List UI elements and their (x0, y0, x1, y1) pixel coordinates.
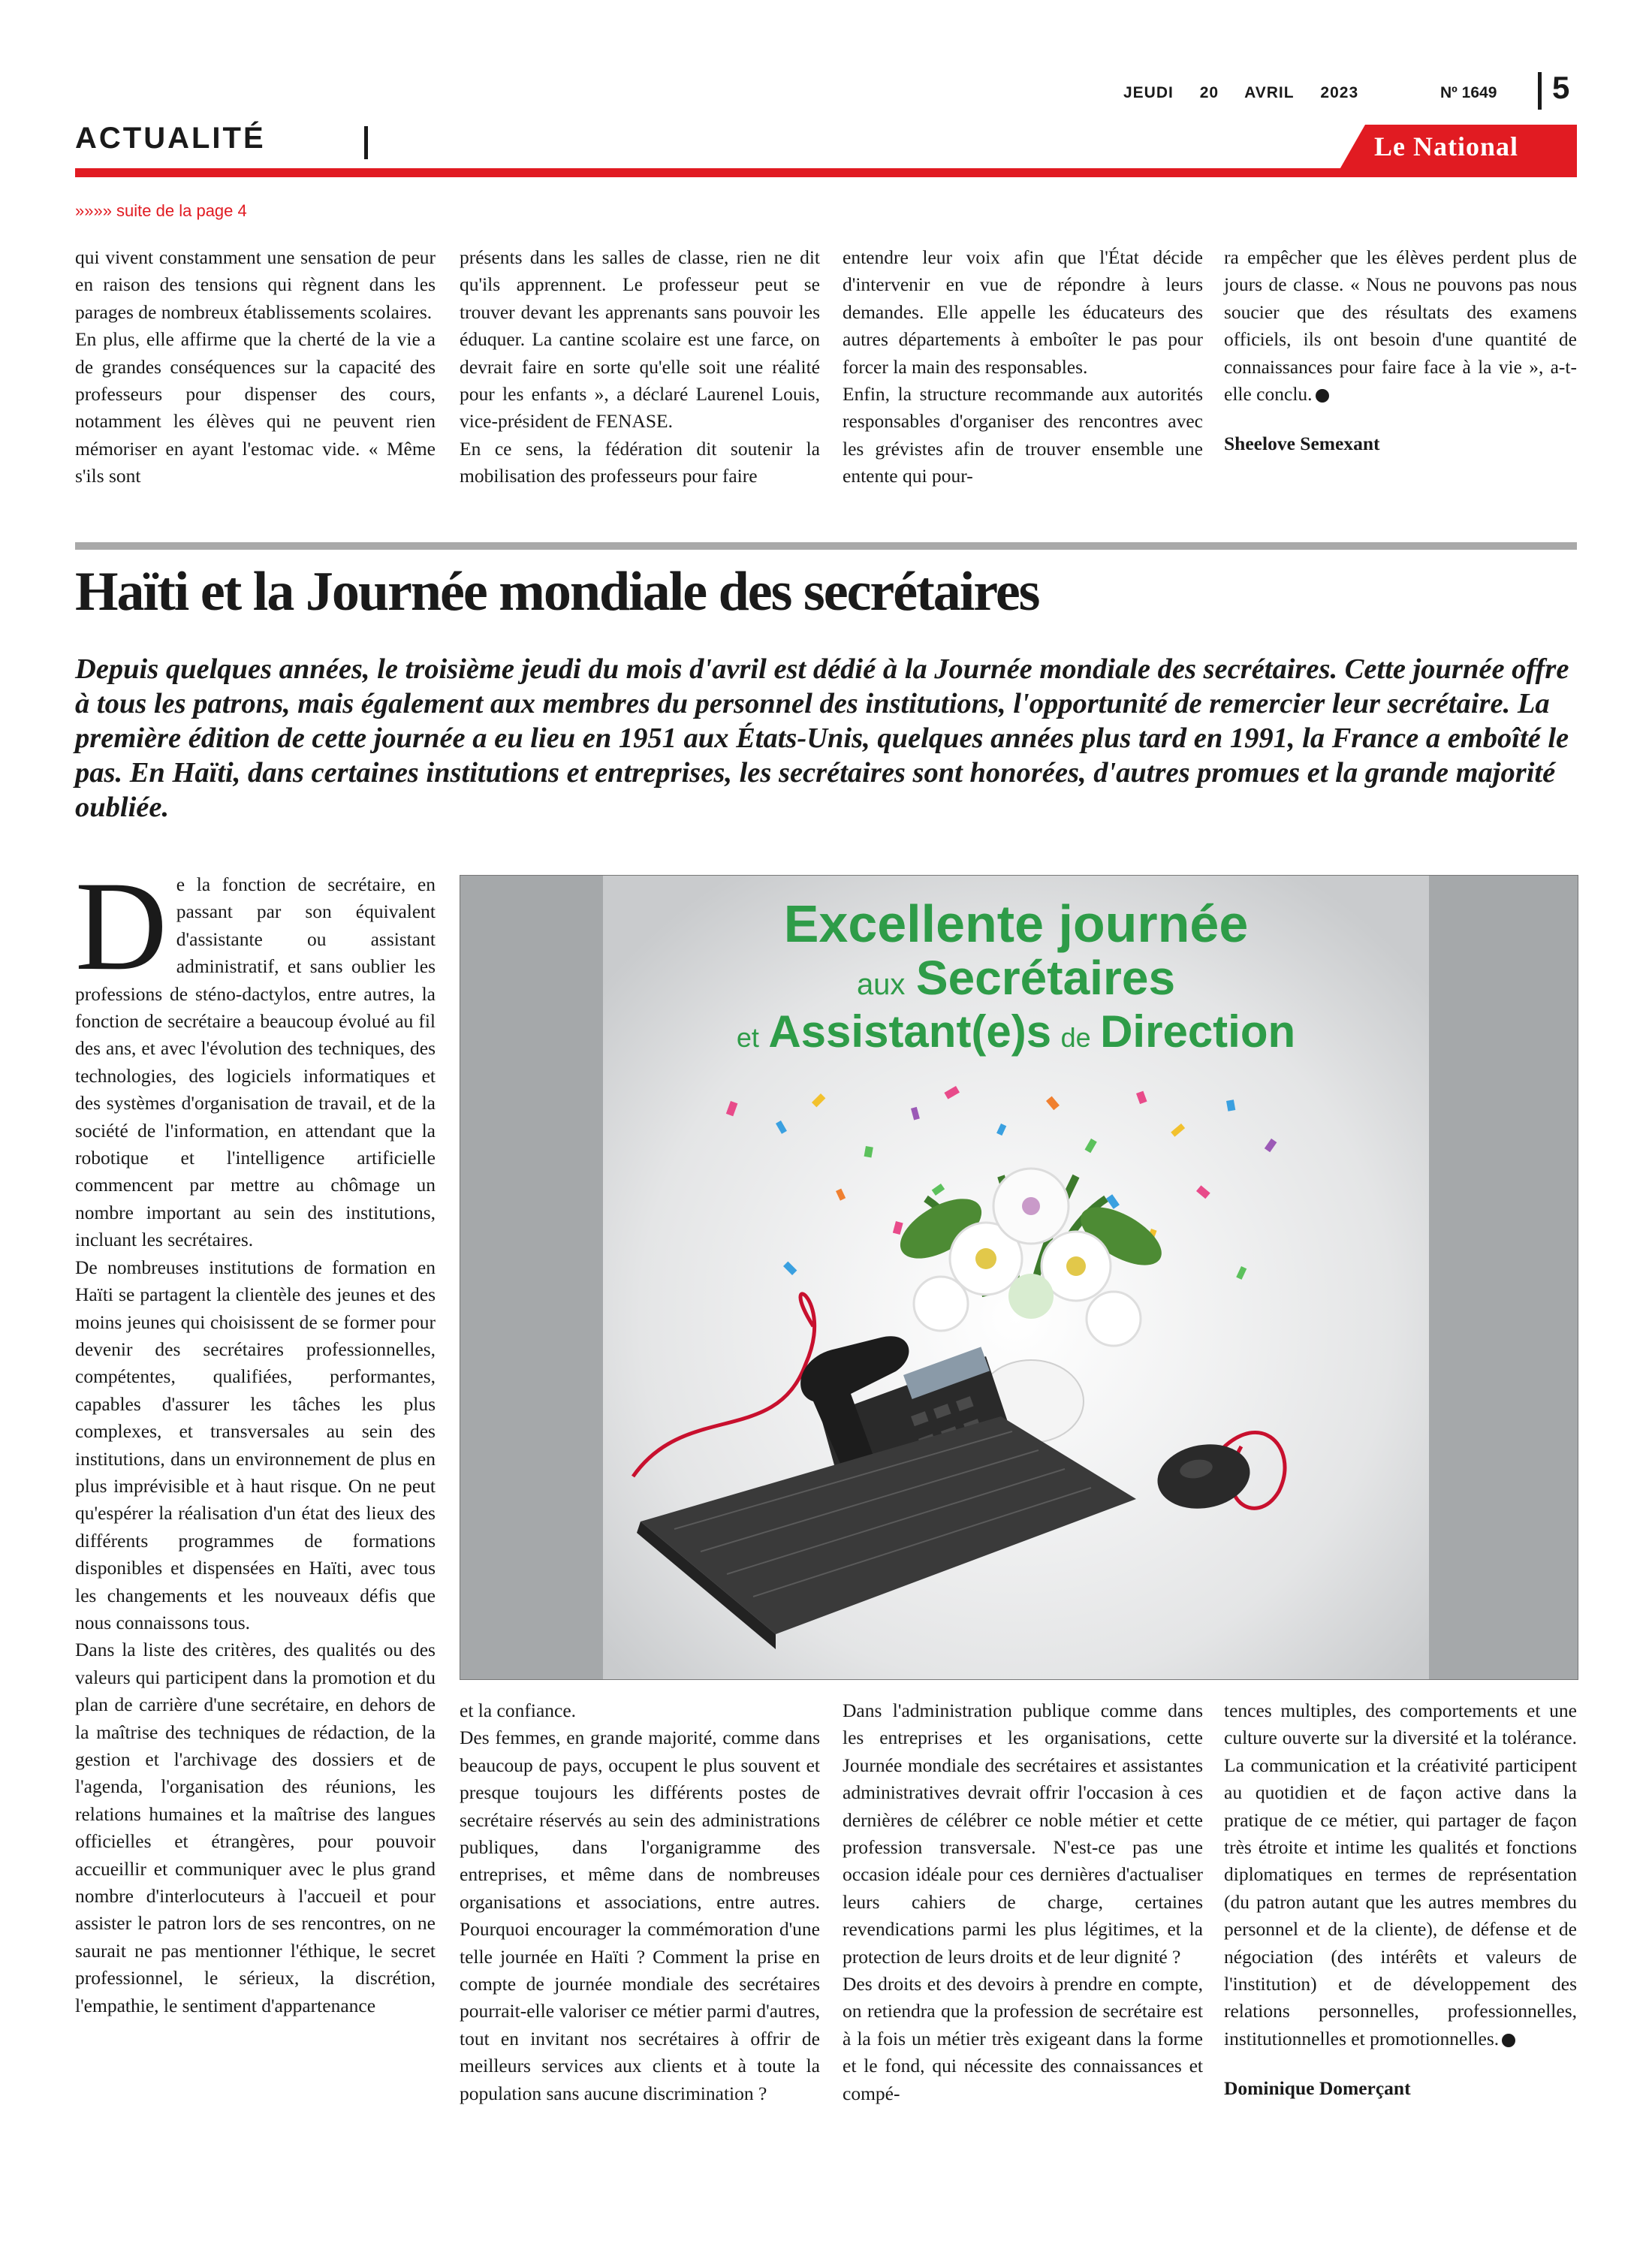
main-article-column-1 (75, 855, 436, 2163)
paragraph-text: e la fonction de secrétaire, en passant par son équivalent d'assistante ou assistant administratif, et sans oublier les professions de sténo-dactylos, entre autres, la fonction de secrétaire a beaucoup évolué au fil des ans, et avec l'évolution des techniques, des technologies, des logiciels informatiques et des systèmes d'organisation de travail, et de la société de l'information, en attendant que la robotique et l'intelligence artificielle commencent par mettre au chômage un nombre important au sein des institutions, incluant les secrétaires. (75, 873, 436, 1251)
main-article-column-3 (843, 1697, 1203, 2163)
paragraph: De nombreuses institutions de formation en Haïti se partagent la clientèle des jeunes et des moins jeunes qui choisissent de se former pour devenir des secrétaires professionnelles, compétentes, qualifiées, performantes, capables d'assurer les tâches les plus complexes, et transversales au sein des institutions, dans un environnement de plus en plus imprévisible et à haut risque. On ne peut qu'espérer la réalisation d'un état des lieux des différents programmes de formations disponibles et dispensées en Haïti, avec tous les changements et les nouveaux défis que nous connaissons tous. (75, 1256, 436, 1633)
paragraph: Enfin, la structure recommande aux autorités responsables d'organiser des rencontres avec les grévistes afin de trouver ensemble une entente qui pour- (843, 383, 1203, 487)
article-lead: Depuis quelques années, le troisième jeudi du mois d'avril est dédié à la Journée mondiale des secrétaires. Cette journée offre à tous les patrons, mais également aux membres du personnel des institutions, l'opportunité de remercier leur secrétaire. La première édition de cette journée a eu lieu en 1951 aux États-Unis, quelques années plus tard en 1991, la France a emboîté le pas. En Haïti, dans certaines institutions et entreprises, les secrétaires sont honorées, d'autres promues et la grande majorité oubliée. (75, 653, 1569, 823)
paragraph: Dans la liste des critères, des qualités ou des valeurs qui participent dans la promotion et du plan de carrière d'une secrétaire, en dehors de la maîtrise des techniques de rédaction, de la gestion et l'archivage des dossiers et de l'agenda, l'organisation des réunions, les relations humaines et la maîtrise des langues officielles et étrangères, pour pouvoir accueillir et communiquer avec le plus grand nombre d'interlocuteurs à l'accueil et pour assister le patron lors de ses rencontres, on ne saurait ne pas mentionner l'éthique, le secret professionnel, le sérieux, la discrétion, l'empathie, le sentiment d'appartenance (75, 1639, 436, 2016)
illustration-graphic (460, 876, 1578, 1679)
top-article-column-2 (460, 244, 820, 522)
illustration-line-3-big-a: Assistant(e)s (768, 1006, 1052, 1057)
paragraph-text: ra empêcher que les élèves perdent plus de jours de classe. « Nous ne pouvons pas nous soucier que des résultats des examens officiels, ils ont besoin d'une quantité de connaissances pour faire face à la vie », a-t-elle conclu. (1224, 246, 1577, 406)
article-illustration (460, 875, 1578, 1680)
date-number: 20 (1199, 84, 1219, 101)
issue-date (1123, 84, 1379, 102)
paragraph: Des femmes, en grande majorité, comme dans beaucoup de pays, occupent le plus souvent et presque toujours les différents postes de secrétaire réservés au sein des administrations publiques, dans l'organigramme des entreprises, et même dans de nombreuses organisations et associations, entre autres. Pourquoi encourager la commémoration d'une telle journée en Haïti ? Comment la prise en compte de journée mondiale des secrétaires pourrait-elle valoriser ce métier parmi d'autres, tout en invitant nos secrétaires à offrir de meilleurs services aux clients et à toute la population sans aucune discrimination ? (460, 1727, 820, 2104)
paragraph (1224, 244, 1577, 408)
illustration-line-3-small-a: et (736, 1022, 759, 1053)
paragraph: et la confiance. (460, 1700, 577, 1721)
date-month: AVRIL (1244, 84, 1295, 101)
top-article-column-4 (1224, 244, 1577, 522)
author-byline: Sheelove Semexant (1224, 433, 1380, 455)
issue-number: Nº 1649 (1440, 84, 1497, 101)
paragraph: En ce sens, la fédération dit soutenir la mobilisation des professeurs pour faire (460, 437, 820, 487)
article-headline: Haïti et la Journée mondiale des secrétaires (75, 561, 1039, 623)
section-divider (364, 126, 368, 159)
paragraph: Dans l'administration publique comme dans les entreprises et les organisations, cette Journée mondiale des secrétaires et assistantes administratives devrait offrir l'occasion à ces dernières de célébrer ce noble métier et cette profession transversale. N'est-ce pas une occasion idéale pour ces dernières d'actualiser leurs cahiers de charge, certaines revendications parmi les plus légitimes, et la protection de leurs droits et de leur dignité ? (843, 1700, 1203, 1968)
top-article-column-3 (843, 244, 1203, 522)
brand-name: Le National (1374, 131, 1519, 161)
drop-cap: D (75, 855, 167, 997)
page-number: 5 (1538, 72, 1569, 110)
illustration-line-3 (737, 1006, 1295, 1057)
paragraph: Des droits et des devoirs à prendre en compte, on retiendra que la profession de secrétaire est à la fois un métier très exigeant dans la forme et le fond, qui nécessite des connaissances et compé- (843, 1973, 1203, 2104)
paragraph-text: tences multiples, des comportements et une culture ouverte sur la diversité et la tolérance. La communication et la créativité participent au quotidien et de façon active dans la pratique de ce métier, qui partager de façon très étroite et intime les qualités et fonctions diplomatiques en termes de représentation (du patron autant que les autres membres du personnel et de la cliente), de défense et de négociation (des intérêts et valeurs de l'institution) et de développement des relations personnelles, professionnelles, institutionnelles et promotionnelles. (1224, 1700, 1577, 2049)
paragraph: entendre leur voix afin que l'État décide d'intervenir en vue de répondre à leurs demandes. Elle appelle les éducateurs des autres départements à emboîter le pas pour forcer la main des responsables. (843, 246, 1203, 378)
paragraph: présents dans les salles de classe, rien ne dit qu'ils apprennent. Le professeur peut se trouver devant les apprenants sans pouvoir les éduquer. La cantine scolaire est une farce, on devrait faire en sorte qu'elle soit une réalité pour les enfants », a déclaré Laurenel Louis, vice-président de FENASE. (460, 246, 820, 433)
continued-from-page: »»»» suite de la page 4 (75, 201, 247, 220)
paragraph (75, 855, 436, 1254)
paragraph: qui vivent constamment une sensation de peur en raison des tensions qui règnent dans les parages de nombreux établissements scolaires. (75, 246, 436, 323)
main-article-column-2 (460, 1697, 820, 2163)
main-article-column-4 (1224, 1697, 1577, 2163)
illustration-line-2-small: aux (856, 968, 906, 1001)
paragraph: En plus, elle affirme que la cherté de la vie a de grandes conséquences sur la capacité des professeurs pour dispenser des cours, notamment les élèves qui ne peuvent rien mémoriser en ayant l'estomac vide. « Même s'ils sont (75, 328, 436, 487)
illustration-line-2-big: Secrétaires (915, 951, 1176, 1005)
date-year: 2023 (1320, 84, 1359, 101)
end-of-article-icon (1316, 389, 1329, 403)
section-title: ACTUALITÉ (75, 122, 266, 155)
top-article-column-1 (75, 244, 436, 522)
date-day: JEUDI (1123, 84, 1174, 101)
article-separator (75, 542, 1577, 550)
illustration-line-3-big-b: Direction (1100, 1006, 1296, 1057)
author-byline: Dominique Domerçant (1224, 2077, 1411, 2100)
paragraph (1224, 1697, 1577, 2052)
end-of-article-icon (1502, 2034, 1515, 2047)
illustration-line-1: Excellente journée (783, 894, 1249, 953)
illustration-line-3-small-b: de (1060, 1022, 1091, 1053)
